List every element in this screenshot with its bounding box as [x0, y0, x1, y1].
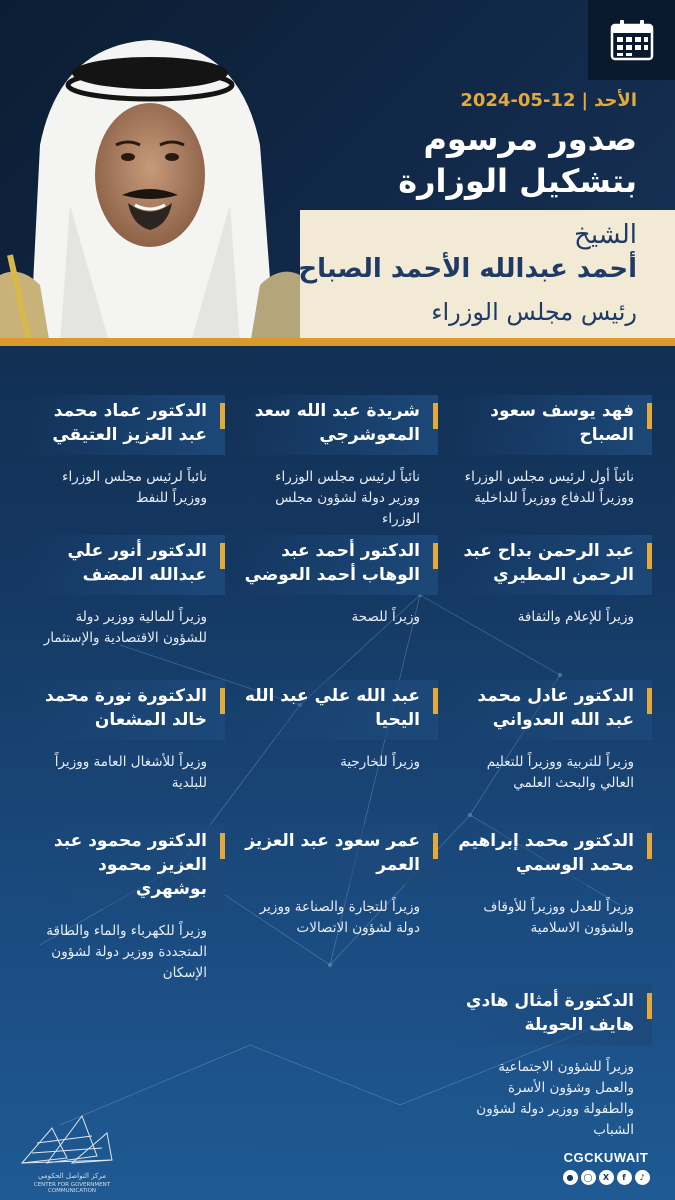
headline — [307, 118, 637, 202]
minister-name: الدكتور أنور علي عبدالله المضف — [25, 535, 225, 595]
minister-name: عمر سعود عبد العزيز العمر — [238, 825, 438, 885]
minister-name: الدكتورة أمثال هادي هايف الحويلة — [452, 985, 652, 1045]
calendar-badge — [588, 0, 675, 80]
headline-line-1: صدور مرسوم — [423, 120, 637, 158]
minister-name: شريدة عبد الله سعد المعوشرجي — [238, 395, 438, 455]
minister-card — [452, 985, 652, 1141]
minister-name: الدكتور أحمد عبد الوهاب أحمد العوضي — [238, 535, 438, 595]
minister-name: الدكتور عادل محمد عبد الله العدواني — [452, 680, 652, 740]
pm-name: أحمد عبدالله الأحمد الصباح — [298, 254, 637, 284]
calendar-icon — [609, 18, 655, 62]
instagram-icon[interactable]: ◯ — [581, 1170, 596, 1185]
minister-card — [452, 680, 652, 794]
snapchat-icon[interactable]: ● — [563, 1170, 578, 1185]
minister-card — [238, 535, 438, 628]
minister-role: نائباً أول لرئيس مجلس الوزراء ووزيراً للدفاع ووزيراً للداخلية — [464, 469, 634, 506]
minister-card — [452, 395, 652, 509]
minister-role: وزيراً للمالية ووزير دولة للشؤون الاقتصادية والإستثمار — [43, 609, 207, 646]
minister-role: وزيراً للتربية ووزيراً للتعليم العالي والبحث العلمي — [486, 754, 634, 791]
minister-card — [25, 395, 225, 509]
minister-card — [238, 680, 438, 773]
tiktok-icon[interactable]: ♪ — [635, 1170, 650, 1185]
social-handle[interactable]: CGCKUWAIT — [563, 1150, 649, 1165]
day-label: الأحد — [594, 90, 637, 111]
minister-card — [25, 680, 225, 794]
social-icons — [551, 1170, 661, 1185]
minister-card — [238, 825, 438, 939]
minister-name: الدكتورة نورة محمد خالد المشعان — [25, 680, 225, 740]
gold-divider — [0, 338, 675, 346]
minister-name: عبد الله علي عبد الله اليحيا — [238, 680, 438, 740]
logo-text-arabic: مركز التواصل الحكومي — [38, 1172, 106, 1180]
minister-role: وزيراً للكهرباء والماء والطاقة المتجددة ووزير دولة لشؤون الإسكان — [46, 923, 207, 981]
minister-card — [452, 825, 652, 939]
minister-role: وزيراً للتجارة والصناعة ووزير دولة لشؤون الاتصالات — [259, 899, 420, 936]
cgc-logo — [12, 1108, 122, 1193]
pm-role: رئيس مجلس الوزراء — [431, 298, 637, 326]
minister-role: نائباً لرئيس مجلس الوزراء ووزير دولة لشؤون مجلس الوزراء — [275, 469, 420, 527]
minister-card — [25, 535, 225, 649]
minister-role: وزيراً للخارجية — [340, 754, 420, 770]
logo-text-english: CENTER FOR GOVERNMENT COMMUNICATION — [33, 1182, 111, 1194]
pm-title: الشيخ — [574, 220, 637, 250]
minister-name: عبد الرحمن بداح عبد الرحمن المطيري — [452, 535, 652, 595]
minister-role: وزيراً للأشغال العامة ووزيراً للبلدية — [54, 754, 207, 791]
minister-name: الدكتور محمد إبراهيم محمد الوسمي — [452, 825, 652, 885]
minister-role: وزيراً للعدل ووزيراً للأوقاف والشؤون الاسلامية — [483, 899, 634, 936]
minister-card — [452, 535, 652, 628]
minister-name: الدكتور عماد محمد عبد العزيز العتيقي — [25, 395, 225, 455]
cgc-logo-icon — [12, 1108, 122, 1172]
facebook-icon[interactable]: f — [617, 1170, 632, 1185]
minister-card — [238, 395, 438, 530]
x-icon[interactable]: X — [599, 1170, 614, 1185]
minister-role: وزيراً للإعلام والثقافة — [517, 609, 634, 625]
date-label: 2024-05-12 — [460, 90, 576, 111]
minister-name: فهد يوسف سعود الصباح — [452, 395, 652, 455]
minister-role: نائباً لرئيس مجلس الوزراء ووزيراً للنفط — [62, 469, 207, 506]
minister-card — [25, 825, 225, 984]
minister-role: وزيراً للشؤون الاجتماعية والعمل وشؤون الأسرة والطفولة ووزير دولة لشؤون الشباب — [476, 1059, 634, 1138]
minister-role: وزيراً للصحة — [351, 609, 420, 625]
headline-line-2: بتشكيل الوزارة — [398, 162, 637, 200]
prime-minister-portrait — [0, 25, 300, 345]
date-line: الأحد|2024-05-12 — [460, 90, 637, 111]
minister-name: الدكتور محمود عبد العزيز محمود بوشهري — [25, 825, 225, 909]
